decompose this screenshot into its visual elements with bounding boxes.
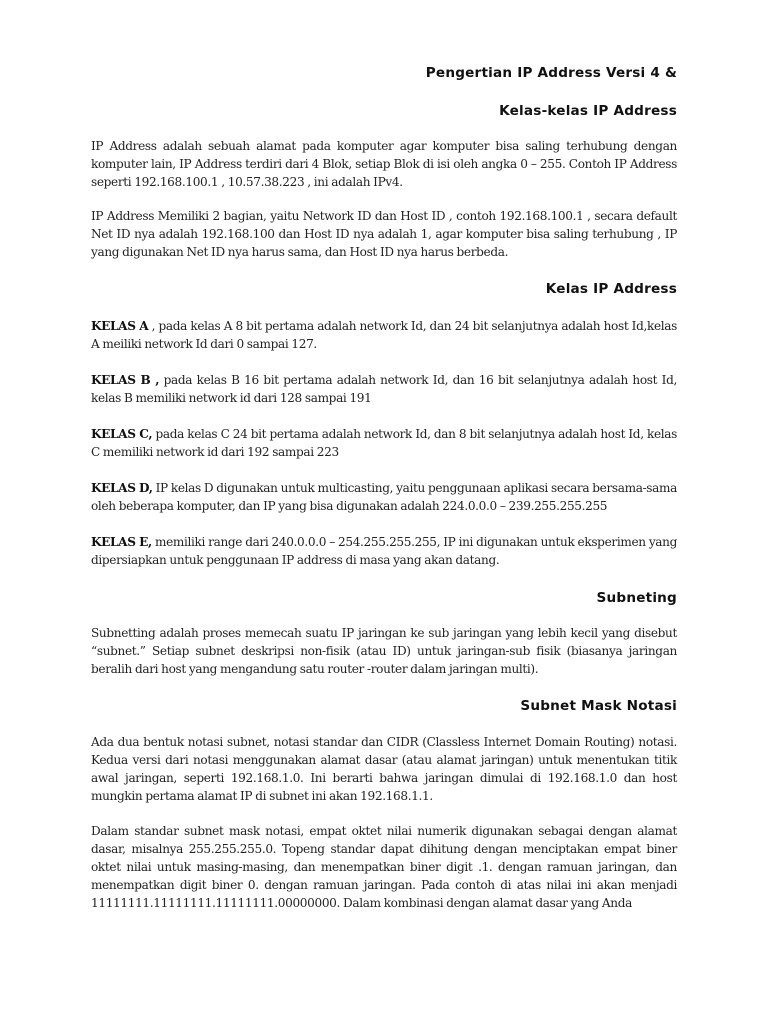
kelas-e-text: memiliki range dari 240.0.0.0 – 254.255.255.255, IP ini digunakan untuk eksperimen yang dipersiapkan untuk penggunaan IP address di masa yang akan datang. xyxy=(91,535,677,567)
kelas-heading: Kelas IP Address xyxy=(545,281,677,297)
kelas-c-text: pada kelas C 24 bit pertama adalah network Id, dan 8 bit selanjutnya adalah host Id, kelas C memiliki network id dari 192 sampai 223 xyxy=(91,427,677,459)
kelas-b-paragraph xyxy=(91,371,677,407)
kelas-c-paragraph xyxy=(91,425,677,461)
kelas-b-label: KELAS B , xyxy=(91,373,160,387)
document-page xyxy=(91,62,677,912)
kelas-b-text: pada kelas B 16 bit pertama adalah network Id, dan 16 bit selanjutnya adalah host Id, kelas B memiliki network id dari 128 sampai 191 xyxy=(91,373,677,405)
subnet-mask-paragraph-1: Ada dua bentuk notasi subnet, notasi standar dan CIDR (Classless Internet Domain Routing) notasi. Kedua versi dari notasi menggunakan alamat dasar (atau alamat jaringan) untuk menentukan titik awal jaringan, seperti 192.168.1.0. Ini berarti bahwa jaringan dimulai di 192.168.1.0 dan host mungkin pertama alamat IP di subnet ini akan 192.168.1.1. xyxy=(91,735,677,803)
subneting-heading: Subneting xyxy=(596,590,677,606)
kelas-a-text: , pada kelas A 8 bit pertama adalah network Id, dan 24 bit selanjutnya adalah host Id,kelas A meiliki network Id dari 0 sampai 127. xyxy=(91,319,677,351)
kelas-a-paragraph xyxy=(91,317,677,353)
intro-paragraph-2: IP Address Memiliki 2 bagian, yaitu Network ID dan Host ID , contoh 192.168.100.1 , secara default Net ID nya adalah 192.168.100 dan Host ID nya adalah 1, agar komputer bisa saling terhubung , IP yang digunakan Net ID nya harus sama, dan Host ID nya harus berbeda. xyxy=(91,209,677,259)
title-line-1: Pengertian IP Address Versi 4 & xyxy=(425,65,677,81)
kelas-c-label: KELAS C, xyxy=(91,427,153,441)
kelas-d-label: KELAS D, xyxy=(91,481,153,495)
kelas-e-label: KELAS E, xyxy=(91,535,152,549)
subnet-mask-paragraph-2: Dalam standar subnet mask notasi, empat oktet nilai numerik digunakan sebagai dengan alamat dasar, misalnya 255.255.255.0. Topeng standar dapat dihitung dengan menciptakan empat biner oktet nilai untuk masing-masing, dan menempatkan biner digit .1. dengan ramuan jaringan, dan menempatkan digit biner 0. dengan ramuan jaringan. Pada contoh di atas nilai ini akan menjadi 11111111.11111111.11111111.00000000. Dalam kombinasi dengan alamat dasar yang Anda xyxy=(91,824,677,910)
subneting-paragraph: Subnetting adalah proses memecah suatu IP jaringan ke sub jaringan yang lebih kecil yang disebut “subnet.” Setiap subnet deskripsi non-fisik (atau ID) untuk jaringan-sub fisik (biasanya jaringan beralih dari host yang mengandung satu router -router dalam jaringan multi). xyxy=(91,626,677,676)
kelas-d-paragraph xyxy=(91,479,677,515)
kelas-d-text: IP kelas D digunakan untuk multicasting, yaitu penggunaan aplikasi secara bersama-sama oleh beberapa komputer, dan IP yang bisa digunakan adalah 224.0.0.0 – 239.255.255.255 xyxy=(91,481,678,513)
kelas-a-label: KELAS A xyxy=(91,319,149,333)
intro-paragraph-1: IP Address adalah sebuah alamat pada komputer agar komputer bisa saling terhubung dengan komputer lain, IP Address terdiri dari 4 Blok, setiap Blok di isi oleh angka 0 – 255. Contoh IP Address seperti 192.168.100.1 , 10.57.38.223 , ini adalah IPv4. xyxy=(91,139,677,189)
kelas-e-paragraph xyxy=(91,533,677,569)
title-line-2: Kelas-kelas IP Address xyxy=(499,103,677,119)
subnet-mask-heading: Subnet Mask Notasi xyxy=(520,698,677,714)
